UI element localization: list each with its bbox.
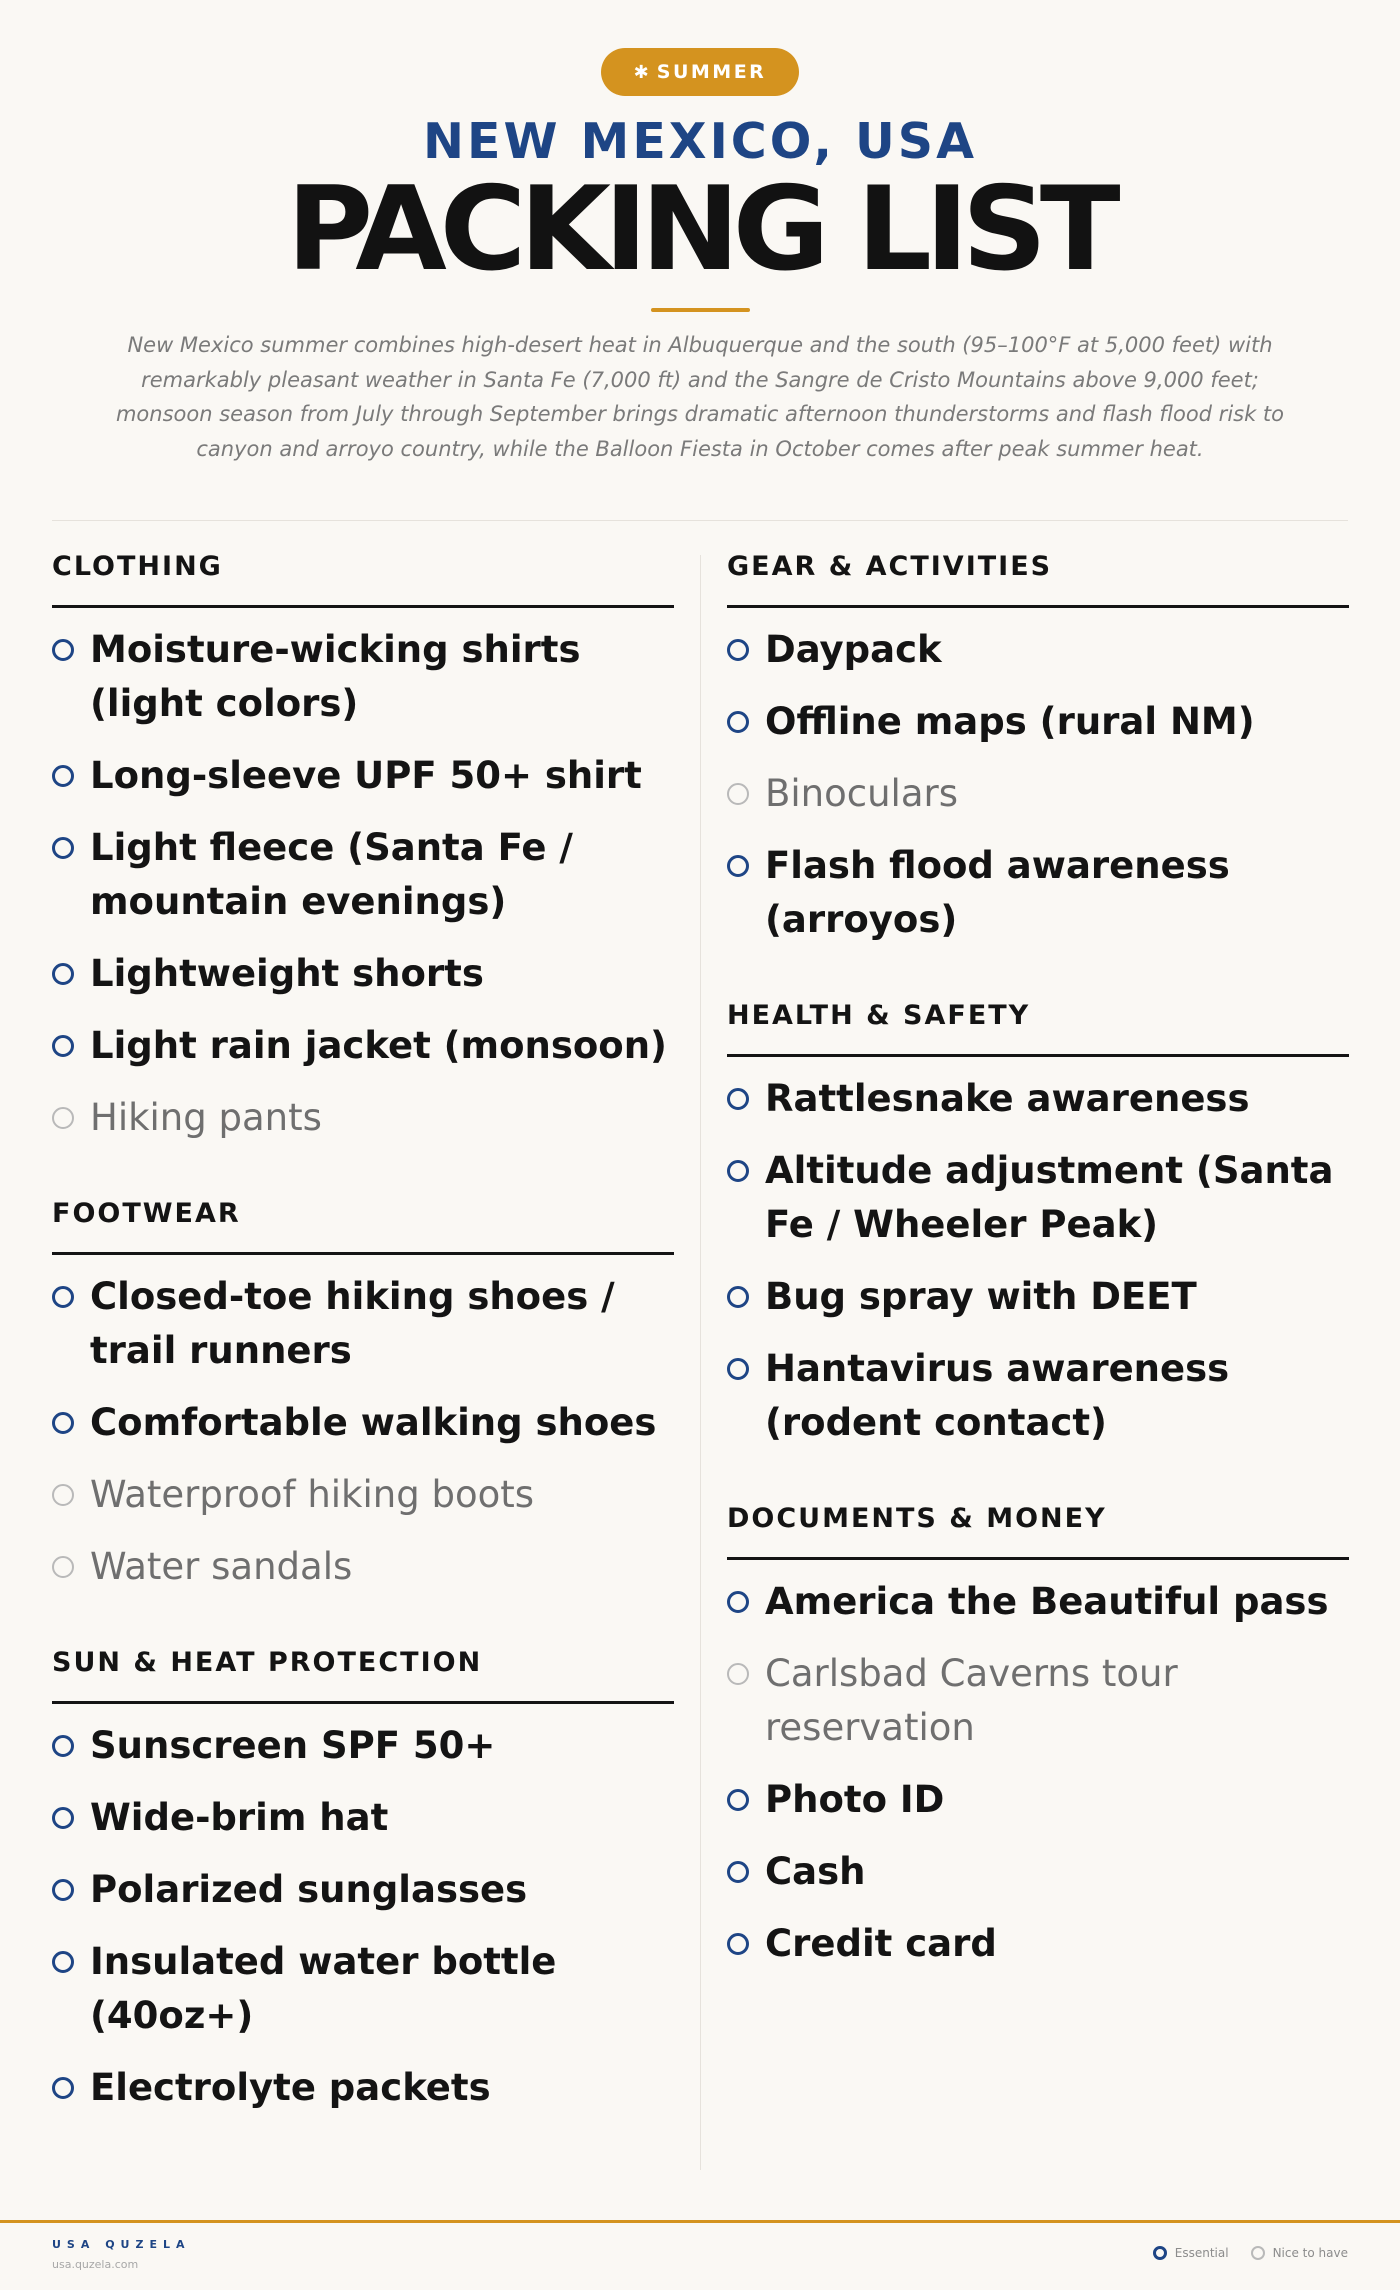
section-title: DOCUMENTS & MONEY <box>727 1500 1349 1560</box>
column-divider <box>700 555 701 2170</box>
nice-to-have-bullet-icon[interactable] <box>727 783 749 805</box>
essential-bullet-icon[interactable] <box>727 1591 749 1613</box>
checklist-item-label: Electrolyte packets <box>90 2066 491 2109</box>
checklist-item-label: America the Beautiful pass <box>765 1580 1329 1623</box>
section-title: FOOTWEAR <box>52 1195 674 1255</box>
checklist-item-label: Hiking pants <box>90 1096 322 1139</box>
section-title: GEAR & ACTIVITIES <box>727 548 1349 608</box>
checklist-item-label: Waterproof hiking boots <box>90 1473 534 1516</box>
checklist-item[interactable] <box>727 1845 1349 1899</box>
checklist-item[interactable] <box>52 1396 674 1450</box>
checklist-item-label: Light rain jacket (monsoon) <box>90 1024 667 1067</box>
checklist-item[interactable] <box>52 947 674 1001</box>
legend-nice-label: Nice to have <box>1272 2246 1348 2260</box>
item-list <box>727 608 1349 947</box>
essential-bullet-icon[interactable] <box>52 639 74 661</box>
checklist-item-label: Binoculars <box>765 772 958 815</box>
checklist-item[interactable] <box>727 1342 1349 1450</box>
checklist-item-label: Lightweight shorts <box>90 952 484 995</box>
checklist-item-label: Photo ID <box>765 1778 945 1821</box>
essential-bullet-icon[interactable] <box>727 1088 749 1110</box>
essential-bullet-icon <box>1153 2246 1167 2260</box>
checklist-item[interactable] <box>727 1072 1349 1126</box>
section-gear-activities <box>727 548 1349 965</box>
essential-bullet-icon[interactable] <box>52 1807 74 1829</box>
region-heading: NEW MEXICO, USA <box>422 113 978 170</box>
section-health-safety <box>727 997 1349 1468</box>
checklist-item-label: Water sandals <box>90 1545 353 1588</box>
content-divider <box>52 520 1348 521</box>
checklist-item[interactable] <box>727 1917 1349 1971</box>
checklist-item-label: Closed-toe hiking shoes / trail runners <box>90 1275 615 1372</box>
essential-bullet-icon[interactable] <box>52 1035 74 1057</box>
checklist-item[interactable] <box>52 2061 674 2115</box>
title-accent-rule <box>651 308 750 312</box>
checklist-item[interactable] <box>52 1091 674 1145</box>
essential-bullet-icon[interactable] <box>52 963 74 985</box>
checklist-item[interactable] <box>727 1773 1349 1827</box>
checklist-item[interactable] <box>727 695 1349 749</box>
checklist-item[interactable] <box>52 1719 674 1773</box>
essential-bullet-icon[interactable] <box>52 1735 74 1757</box>
essential-bullet-icon[interactable] <box>727 711 749 733</box>
item-list <box>52 608 674 1145</box>
essential-bullet-icon[interactable] <box>52 1286 74 1308</box>
footer-rule <box>0 2220 1400 2223</box>
item-list <box>52 1255 674 1594</box>
essential-bullet-icon[interactable] <box>727 855 749 877</box>
brand-url: usa.quzela.com <box>52 2258 139 2271</box>
checklist-item-label: Offline maps (rural NM) <box>765 700 1255 743</box>
essential-bullet-icon[interactable] <box>727 1933 749 1955</box>
season-label: SUMMER <box>656 61 767 83</box>
essential-bullet-icon[interactable] <box>52 837 74 859</box>
essential-bullet-icon[interactable] <box>52 2077 74 2099</box>
checklist-item[interactable] <box>52 749 674 803</box>
sun-icon: ✱ <box>633 61 649 83</box>
nice-to-have-bullet-icon[interactable] <box>52 1556 74 1578</box>
section-title: SUN & HEAT PROTECTION <box>52 1644 674 1704</box>
essential-bullet-icon[interactable] <box>727 1160 749 1182</box>
checklist-item[interactable] <box>52 1270 674 1378</box>
checklist-item[interactable] <box>727 1144 1349 1252</box>
checklist-item[interactable] <box>52 1540 674 1594</box>
checklist-item-label: Daypack <box>765 628 942 671</box>
checklist-item[interactable] <box>52 623 674 731</box>
brand-name: USA QUZELA <box>52 2238 191 2251</box>
checklist-item-label: Cash <box>765 1850 866 1893</box>
intro-paragraph: New Mexico summer combines high-desert heat in Albuquerque and the south (95–100°F at 5,000 feet) with remarkably pleasant weather in Santa Fe (7,000 ft) and the Sangre de Cristo Mountains above 9,000 feet; monsoon season from July through September brings dramatic afternoon thunderstorms and flash flood risk to canyon and arroyo country, while the Balloon Fiesta in October comes after peak summer heat. <box>115 333 1285 461</box>
essential-bullet-icon[interactable] <box>52 1951 74 1973</box>
page-title: PACKING LIST <box>286 162 1114 297</box>
legend-essential-label: Essential <box>1174 2246 1229 2260</box>
section-clothing <box>52 548 674 1163</box>
checklist-item-label: Bug spray with DEET <box>765 1275 1197 1318</box>
nice-to-have-bullet-icon[interactable] <box>52 1107 74 1129</box>
checklist-item[interactable] <box>727 1647 1349 1755</box>
item-list <box>52 1704 674 2115</box>
checklist-item[interactable] <box>52 821 674 929</box>
checklist-item[interactable] <box>52 1468 674 1522</box>
checklist-item[interactable] <box>52 1935 674 2043</box>
nice-to-have-bullet-icon <box>1251 2246 1265 2260</box>
legend <box>1153 2246 1348 2260</box>
checklist-item-label: Flash flood awareness (arroyos) <box>765 844 1230 941</box>
section-footwear <box>52 1195 674 1612</box>
section-documents-money <box>727 1500 1349 1989</box>
item-list <box>727 1560 1349 1971</box>
checklist-item-label: Credit card <box>765 1922 997 1965</box>
section-sun-heat-protection <box>52 1644 674 2133</box>
essential-bullet-icon[interactable] <box>727 1358 749 1380</box>
essential-bullet-icon[interactable] <box>727 1789 749 1811</box>
checklist-item-label: Hantavirus awareness (rodent contact) <box>765 1347 1230 1444</box>
essential-bullet-icon[interactable] <box>727 1286 749 1308</box>
checklist-item-label: Rattlesnake awareness <box>765 1077 1250 1120</box>
checklist-item-label: Sunscreen SPF 50+ <box>90 1724 496 1767</box>
checklist-item-label: Insulated water bottle (40oz+) <box>90 1940 557 2037</box>
checklist-item-label: Altitude adjustment (Santa Fe / Wheeler Peak) <box>765 1149 1334 1246</box>
nice-to-have-bullet-icon[interactable] <box>52 1484 74 1506</box>
checklist-item-label: Carlsbad Caverns tour reservation <box>765 1652 1178 1749</box>
checklist-item[interactable] <box>727 839 1349 947</box>
essential-bullet-icon[interactable] <box>727 639 749 661</box>
checklist-item-label: Wide-brim hat <box>90 1796 389 1839</box>
nice-to-have-bullet-icon[interactable] <box>727 1663 749 1685</box>
essential-bullet-icon[interactable] <box>52 765 74 787</box>
checklist-item-label: Polarized sunglasses <box>90 1868 528 1911</box>
checklist-item[interactable] <box>52 1863 674 1917</box>
essential-bullet-icon[interactable] <box>727 1861 749 1883</box>
essential-bullet-icon[interactable] <box>52 1879 74 1901</box>
checklist-item[interactable] <box>727 1270 1349 1324</box>
checklist-item-label: Long-sleeve UPF 50+ shirt <box>90 754 642 797</box>
checklist-item-label: Light fleece (Santa Fe / mountain evenings) <box>90 826 573 923</box>
season-badge <box>601 48 799 96</box>
item-list <box>727 1057 1349 1450</box>
checklist-item[interactable] <box>727 1575 1349 1629</box>
section-title: HEALTH & SAFETY <box>727 997 1349 1057</box>
essential-bullet-icon[interactable] <box>52 1412 74 1434</box>
section-title: CLOTHING <box>52 548 674 608</box>
checklist-item[interactable] <box>727 767 1349 821</box>
checklist-item[interactable] <box>727 623 1349 677</box>
checklist-item[interactable] <box>52 1019 674 1073</box>
checklist-item-label: Comfortable walking shoes <box>90 1401 657 1444</box>
checklist-item[interactable] <box>52 1791 674 1845</box>
checklist-item-label: Moisture-wicking shirts (light colors) <box>90 628 581 725</box>
